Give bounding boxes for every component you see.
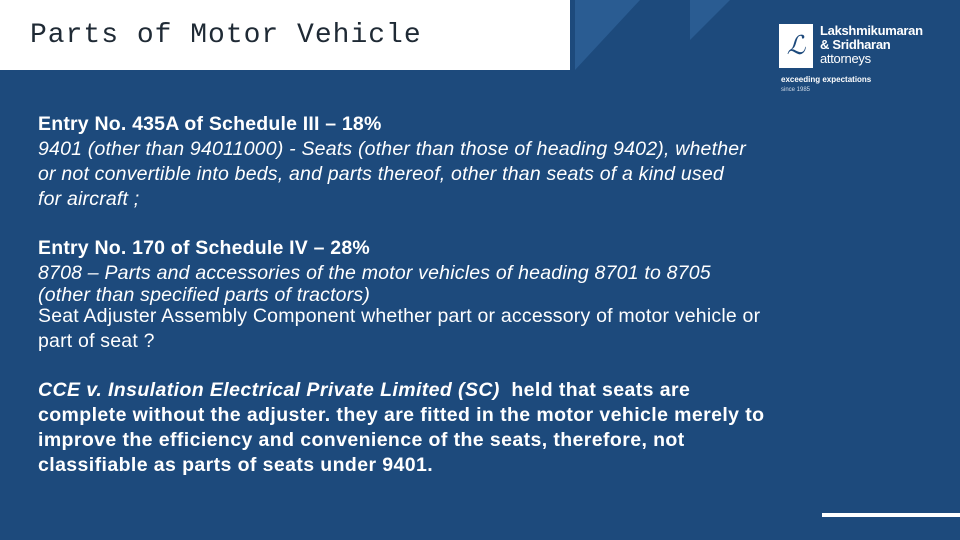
entry-435a-line3: for aircraft ; [38, 188, 140, 210]
holding-paragraph [38, 378, 923, 478]
title-bar [0, 0, 570, 70]
question-line1: Seat Adjuster Assembly Component whether part or accessory of motor vehicle or [38, 305, 761, 327]
holding-line1-rest: held that seats are [499, 379, 691, 401]
entry-435a-line1: 9401 (other than 94011000) - Seats (other than those of heading 9402), whether [38, 138, 746, 160]
case-citation: CCE v. Insulation Electrical Private Limited (SC) [38, 379, 500, 401]
holding-line1 [38, 378, 923, 403]
firm-name [820, 24, 923, 66]
firm-name-line1: Lakshmikumaran [820, 23, 923, 38]
entry-170 [38, 236, 923, 354]
slide-content [38, 112, 923, 478]
holding-line2: complete without the adjuster. they are fitted in the motor vehicle merely to [38, 404, 765, 426]
decorative-divider [822, 513, 960, 517]
question-line2: part of seat ? [38, 330, 155, 352]
entry-170-line2: (other than specified parts of tractors) [38, 284, 371, 306]
holding-line4: classifiable as parts of seats under 9401. [38, 454, 434, 476]
entry-435a-line2: or not convertible into beds, and parts thereof, other than seats of a kind used [38, 163, 724, 185]
firm-since: since 1985 [781, 87, 811, 93]
slide-title: Parts of Motor Vehicle [30, 20, 422, 51]
monogram-logo-icon: ℒ [779, 24, 813, 68]
entry-435a-heading: Entry No. 435A of Schedule III – 18% [38, 113, 382, 135]
firm-tagline: exceeding expectations [781, 75, 872, 84]
firm-logo [775, 18, 945, 98]
entry-170-line1: 8708 – Parts and accessories of the motor vehicles of heading 8701 to 8705 [38, 262, 711, 284]
firm-name-line2: & Sridharan [820, 37, 891, 52]
holding-line3: improve the efficiency and convenience of the seats, therefore, not [38, 429, 685, 451]
entry-170-heading: Entry No. 170 of Schedule IV – 28% [38, 237, 370, 259]
entry-435a [38, 112, 923, 212]
firm-name-line3: attorneys [820, 51, 871, 66]
